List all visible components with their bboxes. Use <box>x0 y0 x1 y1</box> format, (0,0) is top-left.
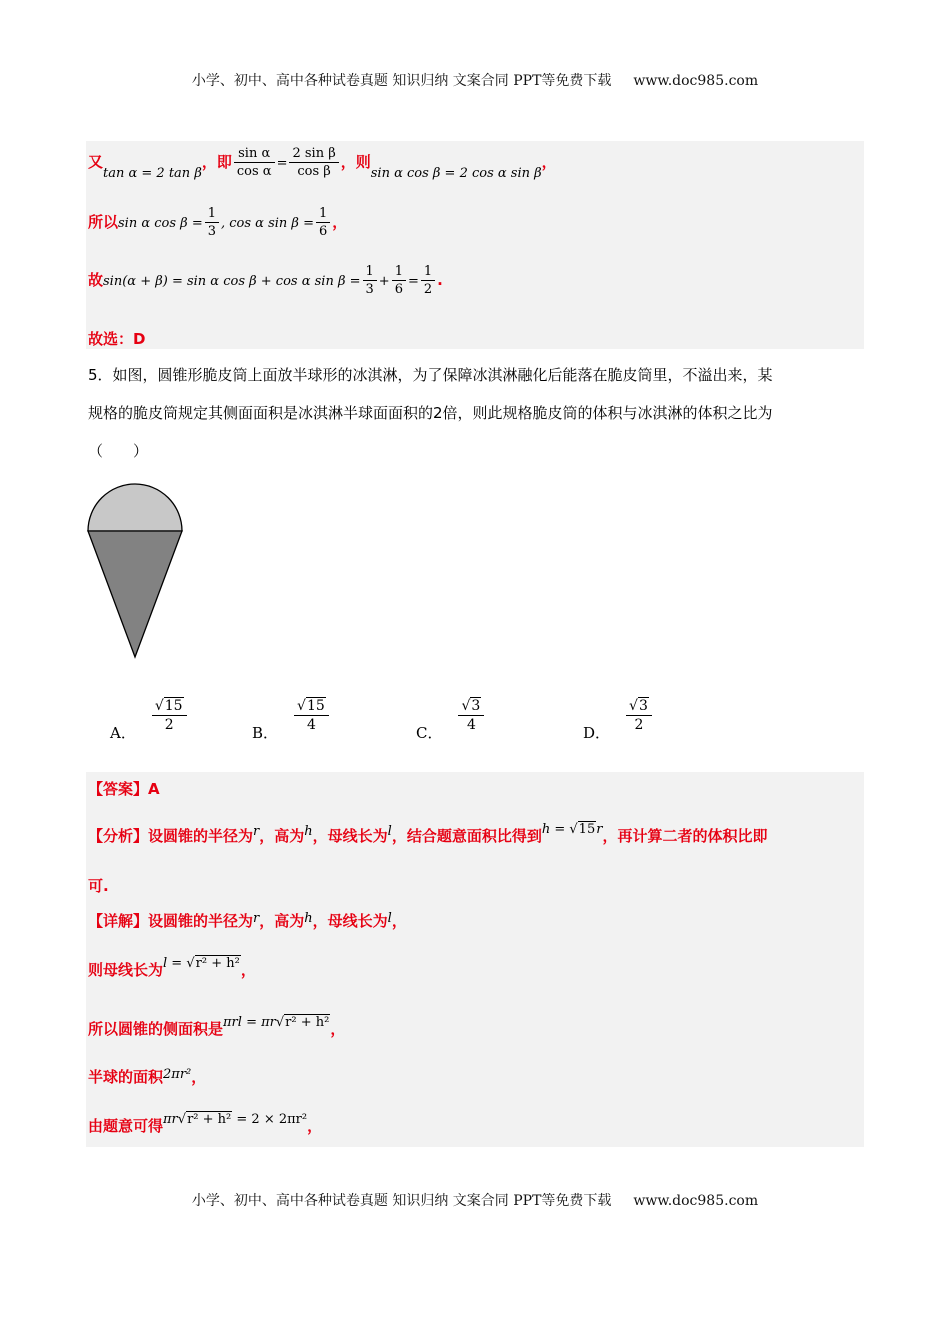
question-line-3: （ ） <box>88 442 149 460</box>
detail-line-2: 则母线长为l = √r² + h²， <box>88 956 256 979</box>
footer-site[interactable]: www.doc985.com <box>633 1193 759 1209</box>
ice-cream-cone-figure <box>86 483 184 665</box>
detail-line-5: 由题意可得πr√r² + h² = 2 × 2πr²， <box>88 1112 323 1135</box>
cone-shape <box>88 531 182 657</box>
analysis-line-end: 可. <box>88 877 109 895</box>
detail-line-1: 【详解】设圆锥的半径为r，高为h，母线长为l， <box>88 911 407 930</box>
option-c[interactable]: C． $\frac{√3}{4}$ <box>416 688 486 743</box>
solution-line-1: 又tan α = 2 tan β，即 $\frac{\text{sin α}}{\text{cos α}}$ = $\frac{\text{2 sin β}}{\text{cos β}}$ ，则sin α cos β = 2 cos α sin β， <box>88 146 557 181</box>
detail-line-3: 所以圆锥的侧面积是πrl = πr√r² + h²， <box>88 1015 346 1038</box>
detail-line-4: 半球的面积2πr²， <box>88 1067 207 1086</box>
option-a[interactable]: A． $\frac{√15}{2}$ <box>110 688 189 743</box>
question-line-2: 规格的脆皮筒规定其侧面面积是冰淇淋半球面面积的2倍，则此规格脆皮筒的体积与冰淇淋的体积之比为 <box>88 404 773 422</box>
solution-line-3: 故sin(α + β) = sin α cos β + cos α sin β = $\frac{1}{3}$ + $\frac{1}{6}$ = $\frac{1}{2}$ . <box>88 264 443 297</box>
footer-text: 小学、初中、高中各种试卷真题 知识归纳 文案合同 PPT等免费下载 <box>191 1193 612 1209</box>
page-header <box>0 70 950 90</box>
option-d[interactable]: D． $\frac{√3}{2}$ <box>583 688 654 743</box>
question-5 <box>88 356 868 470</box>
option-b[interactable]: B． $\frac{√15}{4}$ <box>252 688 331 743</box>
solution-line-2: 所以sin α cos β = $\frac{1}{3}$ , cos α sin β = $\frac{1}{6}$ ， <box>88 206 348 239</box>
solution-choice: 故选：D <box>88 330 146 348</box>
analysis-line: 【分析】设圆锥的半径为r，高为h，母线长为l，结合题意面积比得到h = √15r，再计算二者的体积比即 <box>88 822 768 845</box>
hemisphere-shape <box>88 484 182 531</box>
page-footer <box>0 1190 950 1210</box>
header-text: 小学、初中、高中各种试卷真题 知识归纳 文案合同 PPT等免费下载 <box>191 73 612 89</box>
question-line-1: 5．如图，圆锥形脆皮筒上面放半球形的冰淇淋，为了保障冰淇淋融化后能落在脆皮筒里，不溢出来，某 <box>88 366 773 384</box>
answer-label: 【答案】A <box>88 780 160 798</box>
header-site[interactable]: www.doc985.com <box>633 73 759 89</box>
